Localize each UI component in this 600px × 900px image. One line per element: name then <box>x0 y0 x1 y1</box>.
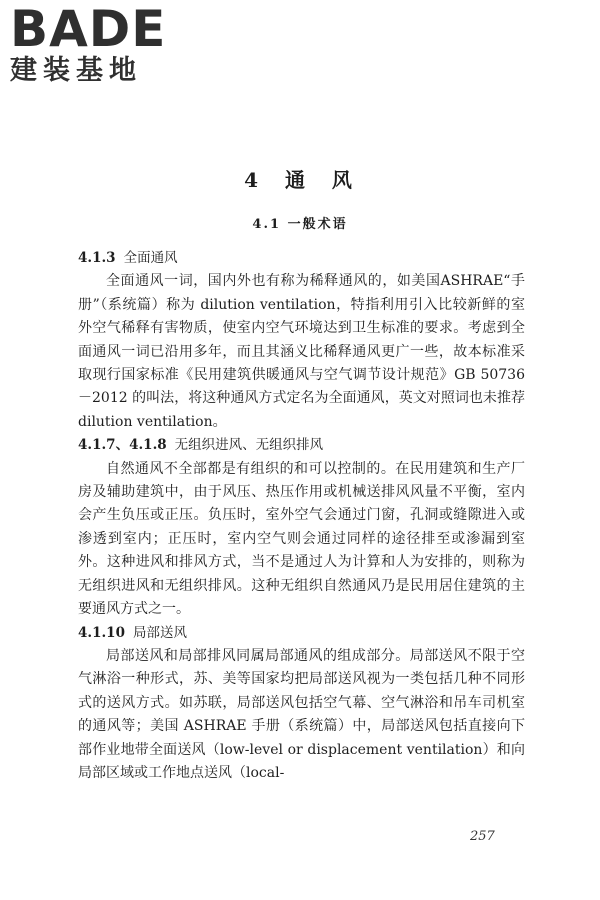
clause-heading <box>78 434 525 457</box>
clause-paragraph: 全面通风一词，国内外也有称为稀释通风的，如美国ASHRAE“手册”（系统篇）称为 dilution ventilation，特指利用引入比较新鲜的室外空气稀释有害物质，使室内空气环境达到卫生标准的要求。考虑到全面通风一词已沿用多年，而且其涵义比稀释通风更广一些，故本标准采取现行国家标准《民用建筑供暖通风与空气调节设计规范》GB 50736－2012 的叫法，将这种通风方式定名为全面通风，英文对照词也未推荐 dilution ventilation。 <box>78 273 525 430</box>
brand-logo <box>10 0 180 86</box>
logo-wordmark: BADE <box>10 0 167 58</box>
document-body <box>78 247 525 785</box>
clause-paragraph: 局部送风和局部排风同属局部通风的组成部分。局部送风不限于空气淋浴一种形式，苏、美等国家均把局部送风视为一类包括几种不同形式的送风方式。如苏联，局部送风包括空气幕、空气淋浴和吊车司机室的通风等；美国 ASHRAE 手册（系统篇）中，局部送风包括直接向下部作业地带全面送风（low-level or displacement ventilation）和向局部区域或工作地点送风（local- <box>78 647 525 781</box>
clause-title: 无组织进风、无组织排风 <box>174 437 324 454</box>
clause-title: 全面通风 <box>123 250 178 266</box>
clause-heading <box>78 622 525 645</box>
clause-number: 4.1.3 <box>78 250 116 266</box>
clause-number: 4.1.7、4.1.8 <box>78 437 167 454</box>
logo-subtitle: 建装基地 <box>10 55 142 86</box>
clause-number: 4.1.10 <box>78 624 125 641</box>
chapter-title: 4 通 风 <box>244 168 356 192</box>
clause-title: 局部送风 <box>132 624 187 641</box>
section-title: 4.1 一般术语 <box>252 217 348 232</box>
clause-heading <box>78 247 525 270</box>
clause-paragraph: 自然通风不全部都是有组织的和可以控制的。在民用建筑和生产厂房及辅助建筑中，由于风压、热压作用或机械送排风风量不平衡，室内会产生负压或正压。负压时，室外空气会通过门窗，孔洞或缝隙进入或渗透到室内；正压时，室内空气则会通过同样的途径排至或渗漏到室外。这种进风和排风方式，当不是通过人为计算和人为安排的，则称为无组织进风和无组织排风。这种无组织自然通风乃是民用居住建筑的主要通风方式之一。 <box>78 460 525 618</box>
page-number: 257 <box>470 829 495 844</box>
